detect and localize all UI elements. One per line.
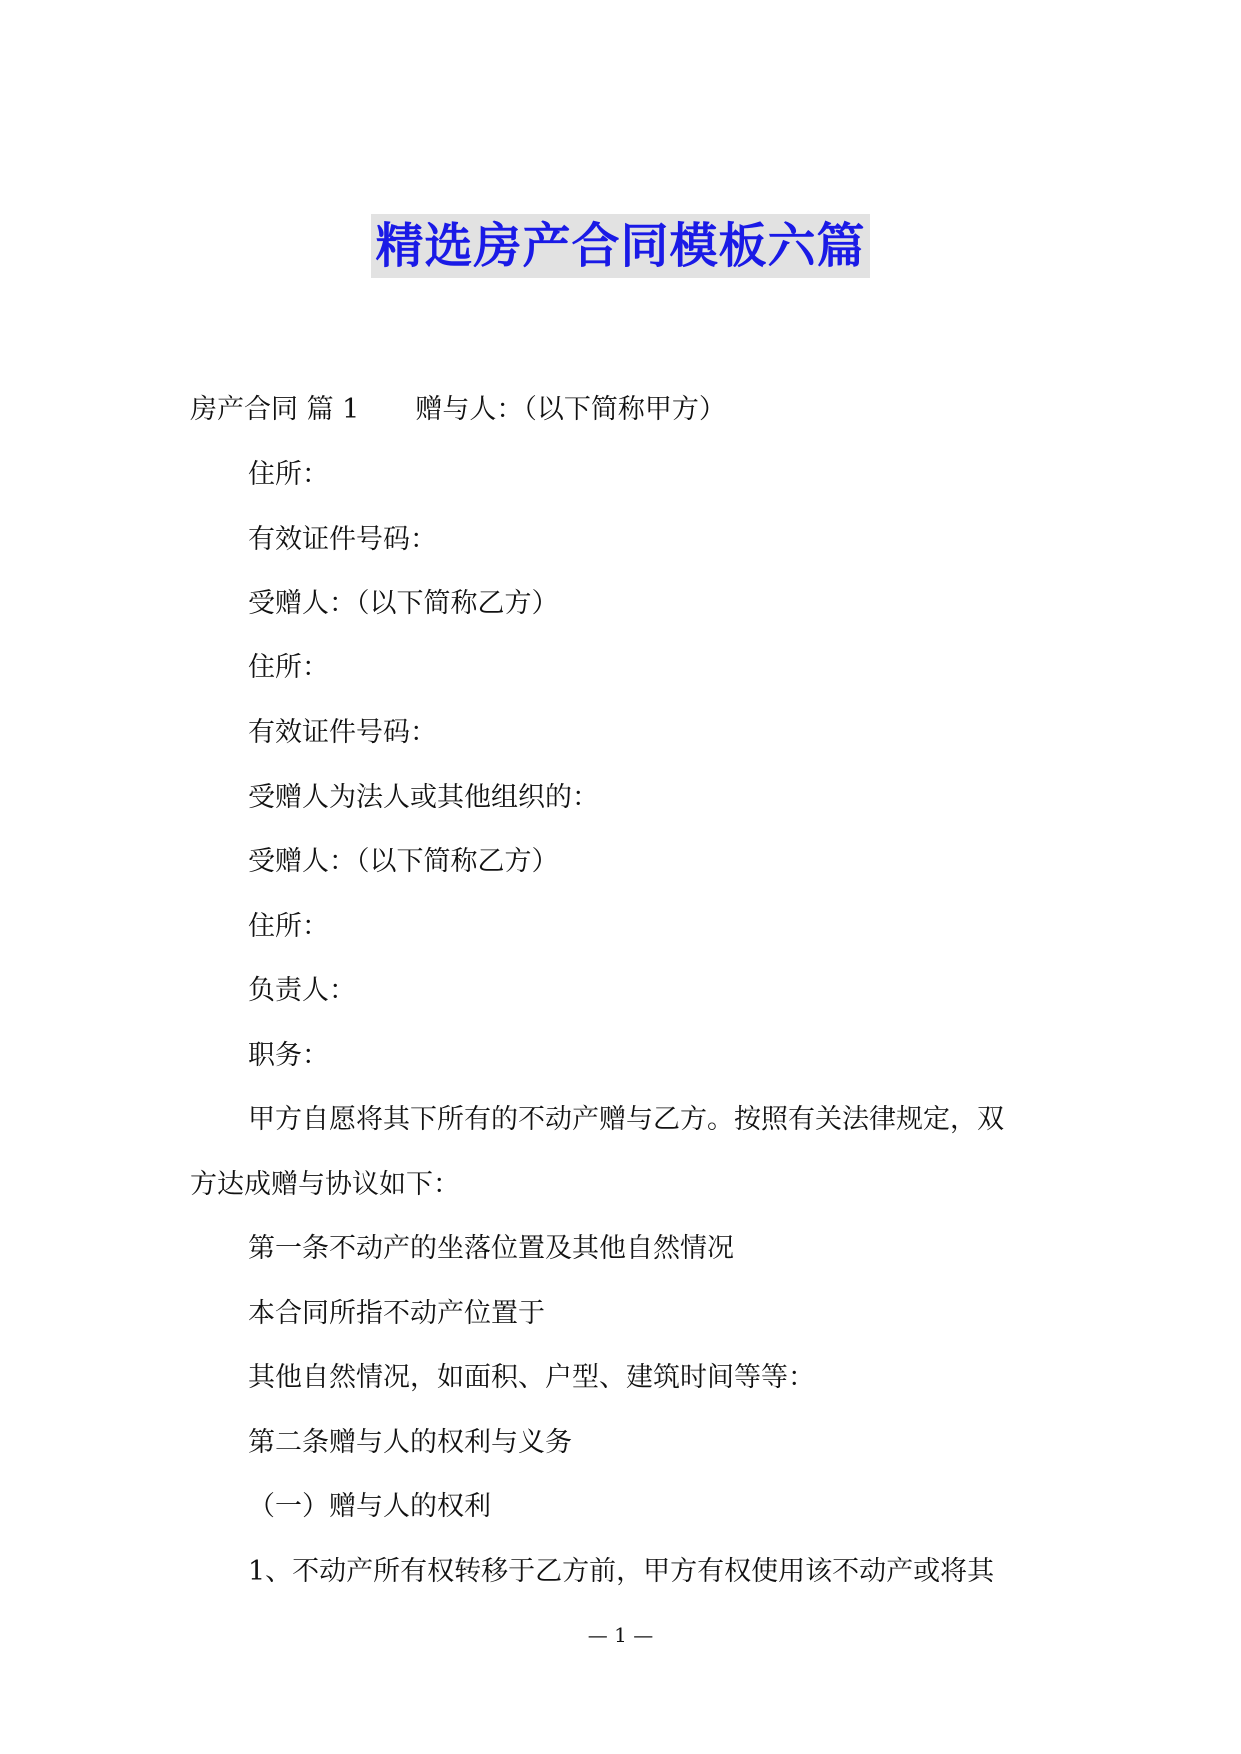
body-line: 住所： [248, 652, 329, 683]
first-line [190, 390, 726, 430]
section-label: 房产合同 篇 1 [190, 394, 360, 425]
body-line: 住所： [248, 911, 329, 942]
body-line: 有效证件号码： [248, 717, 437, 748]
body-line: 第二条赠与人的权利与义务 [248, 1427, 572, 1458]
body-line: 其他自然情况，如面积、户型、建筑时间等等： [248, 1362, 815, 1393]
body-line: 受赠人为法人或其他组织的： [248, 782, 599, 813]
body-line: （一）赠与人的权利 [248, 1491, 491, 1522]
body-line: 受赠人：（以下简称乙方） [248, 846, 559, 877]
body-line: 职务： [248, 1040, 329, 1071]
donor-line: 赠与人：（以下简称甲方） [415, 394, 726, 425]
document-title: 精选房产合同模板六篇 [371, 214, 869, 278]
page-number: — 1 — [587, 1623, 654, 1647]
body-line: 方达成赠与协议如下： [190, 1169, 460, 1200]
title-container [0, 214, 1241, 278]
body-line: 负责人： [248, 975, 356, 1006]
body-line: 有效证件号码： [248, 524, 437, 555]
body-line: 第一条不动产的坐落位置及其他自然情况 [248, 1233, 734, 1264]
body-line: 受赠人：（以下简称乙方） [248, 588, 559, 619]
body-line: 甲方自愿将其下所有的不动产赠与乙方。按照有关法律规定，双 [248, 1104, 1004, 1135]
body-line: 本合同所指不动产位置于 [248, 1298, 545, 1329]
body-line: 住所： [248, 459, 329, 490]
body-line: 1、不动产所有权转移于乙方前，甲方有权使用该不动产或将其 [248, 1556, 995, 1587]
